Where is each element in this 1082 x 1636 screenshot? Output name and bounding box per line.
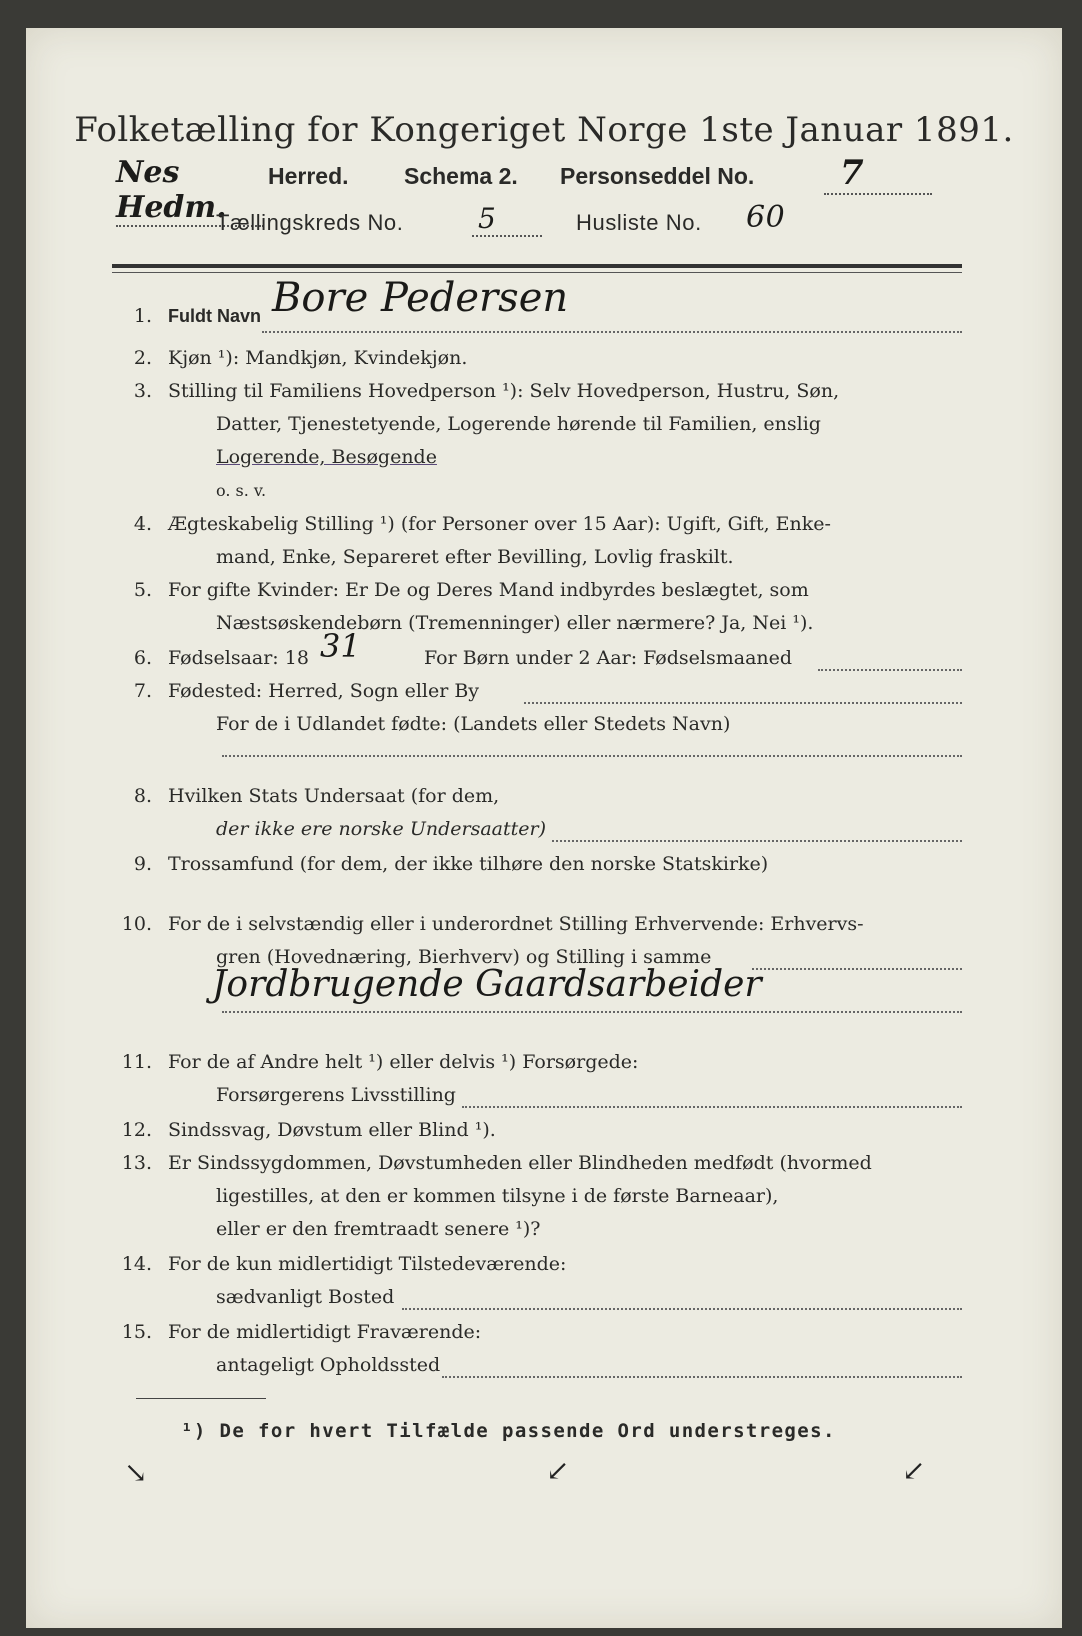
fill-line: [552, 839, 962, 842]
personseddel-handwritten: 7: [824, 153, 932, 195]
footnote-rule: [136, 1398, 266, 1399]
question-erhverv-line1: For de i selvstændig eller i underordnet Stilling Erhvervende: Erhvervs-: [168, 913, 864, 935]
question-fodselsmaaned: For Børn under 2 Aar: Fødselsmaaned: [424, 647, 793, 669]
question-tilstedevaerende: For de kun midlertidigt Tilstedeværende:: [168, 1253, 567, 1275]
header-rule-thin: [112, 272, 962, 273]
question-sindssvag: Sindssvag, Døvstum eller Blind ¹).: [168, 1119, 496, 1141]
item-10-answer: [112, 964, 962, 1034]
question-aegteskab-line1: Ægteskabelig Stilling ¹) (for Personer over 15 Aar): Ugift, Gift, Enke-: [168, 513, 831, 535]
corner-mark-icon: ↘: [124, 1456, 148, 1489]
husliste-handwritten: 60: [746, 200, 786, 235]
question-aegteskab-line2: mand, Enke, Separeret efter Bevilling, Lovlig fraskilt.: [216, 546, 734, 568]
question-erhverv-line2: gren (Hovednæring, Bierhverv) og Stilling i samme: [216, 946, 712, 968]
item-7-line: [112, 744, 962, 764]
question-livsstilling: Forsørgerens Livsstilling: [216, 1084, 456, 1106]
herred-handwritten: Nes Hedm.: [116, 155, 264, 227]
question-bosted: sædvanligt Bosted: [216, 1286, 395, 1308]
item-number: 15.: [121, 1321, 152, 1343]
item-number: 3.: [133, 380, 152, 402]
question-gifte-line2: Næstsøskendebørn (Tremenninger) eller nærmere? Ja, Nei ¹).: [216, 612, 814, 634]
fill-line: [462, 1105, 962, 1108]
fill-line: [442, 1375, 962, 1378]
question-kjon: Kjøn ¹): Mandkjøn, Kvindekjøn.: [168, 347, 468, 369]
question-udlandet: For de i Udlandet fødte: (Landets eller Stedets Navn): [216, 713, 731, 735]
corner-mark-icon: ↙: [902, 1454, 926, 1487]
footnote: ¹) De for hvert Tilfælde passende Ord understreges.: [181, 1420, 836, 1442]
question-medfodt-line2: ligestilles, at den er kommen tilsyne i de første Barneaar),: [216, 1185, 779, 1207]
item-number: 9.: [133, 853, 152, 875]
husliste-label: Husliste No.: [576, 210, 702, 235]
answer-year-handwritten: 31: [320, 627, 361, 665]
question-fravaerende: For de midlertidigt Fraværende:: [168, 1321, 482, 1343]
item-number: 12.: [121, 1119, 152, 1141]
fill-line: [222, 1010, 962, 1013]
census-form: [26, 28, 1062, 1628]
item-number: 14.: [121, 1253, 152, 1275]
question-forsorgede: For de af Andre helt ¹) eller delvis ¹) Forsørgede:: [168, 1051, 639, 1073]
item-number: 2.: [133, 347, 152, 369]
question-fodselsaar: Fødselsaar: 18: [168, 647, 309, 669]
item-number: 13.: [121, 1152, 152, 1174]
personseddel-label: Personseddel No.: [560, 163, 755, 189]
center-mark-icon: ↙: [546, 1454, 570, 1487]
question-fuldt-navn: Fuldt Navn: [168, 306, 261, 326]
answer-name-handwritten: Bore Pedersen: [272, 275, 569, 321]
question-fodested: Fødested: Herred, Sogn eller By: [168, 680, 480, 702]
question-gifte-line1: For gifte Kvinder: Er De og Deres Mand indbyrdes beslægtet, som: [168, 579, 809, 601]
fill-line: [402, 1307, 962, 1310]
item-number: 6.: [133, 647, 152, 669]
question-stilling-line2: Datter, Tjenestetyende, Logerende hørende til Familien, enslig: [216, 413, 821, 435]
question-opholdssted: antageligt Opholdssted: [216, 1354, 441, 1376]
fill-line: [524, 701, 962, 704]
question-medfodt-line3: eller er den fremtraadt senere ¹)?: [216, 1218, 541, 1240]
schema-label: Schema 2.: [404, 163, 518, 189]
item-number: 8.: [133, 785, 152, 807]
fill-line: [262, 330, 962, 333]
taellingskreds-label: Tællingskreds No.: [216, 210, 404, 235]
item-number: 1.: [133, 305, 152, 327]
question-stilling-line3: Logerende, Besøgende: [216, 446, 437, 468]
question-stilling-line4: o. s. v.: [216, 481, 267, 500]
fill-line: [752, 967, 962, 970]
item-1: [112, 275, 962, 340]
kreds-row: [216, 200, 916, 250]
question-undersaat-line2: der ikke ere norske Undersaatter): [216, 818, 546, 840]
fill-line: [818, 668, 962, 671]
form-title: Folketælling for Kongeriget Norge 1ste Januar 1891.: [74, 110, 1014, 150]
item-number: 10.: [121, 913, 152, 935]
header-rule-thick: [112, 264, 962, 268]
herred-label: Herred.: [268, 163, 349, 189]
question-undersaat-line1: Hvilken Stats Undersaat (for dem,: [168, 785, 500, 807]
item-number: 11.: [121, 1051, 152, 1073]
item-number: 4.: [133, 513, 152, 535]
item-number: 7.: [133, 680, 152, 702]
question-trossamfund: Trossamfund (for dem, der ikke tilhøre den norske Statskirke): [168, 853, 769, 875]
question-medfodt-line1: Er Sindssygdommen, Døvstumheden eller Blindheden medfødt (hvormed: [168, 1152, 872, 1174]
item-number: 5.: [133, 579, 152, 601]
answer-occupation-handwritten: Jordbrugende Gaardsarbeider: [212, 964, 762, 1005]
question-stilling-line1: Stilling til Familiens Hovedperson ¹): Selv Hovedperson, Hustru, Søn,: [168, 380, 840, 402]
taellingskreds-handwritten: 5: [472, 202, 542, 237]
fill-line: [222, 754, 962, 757]
